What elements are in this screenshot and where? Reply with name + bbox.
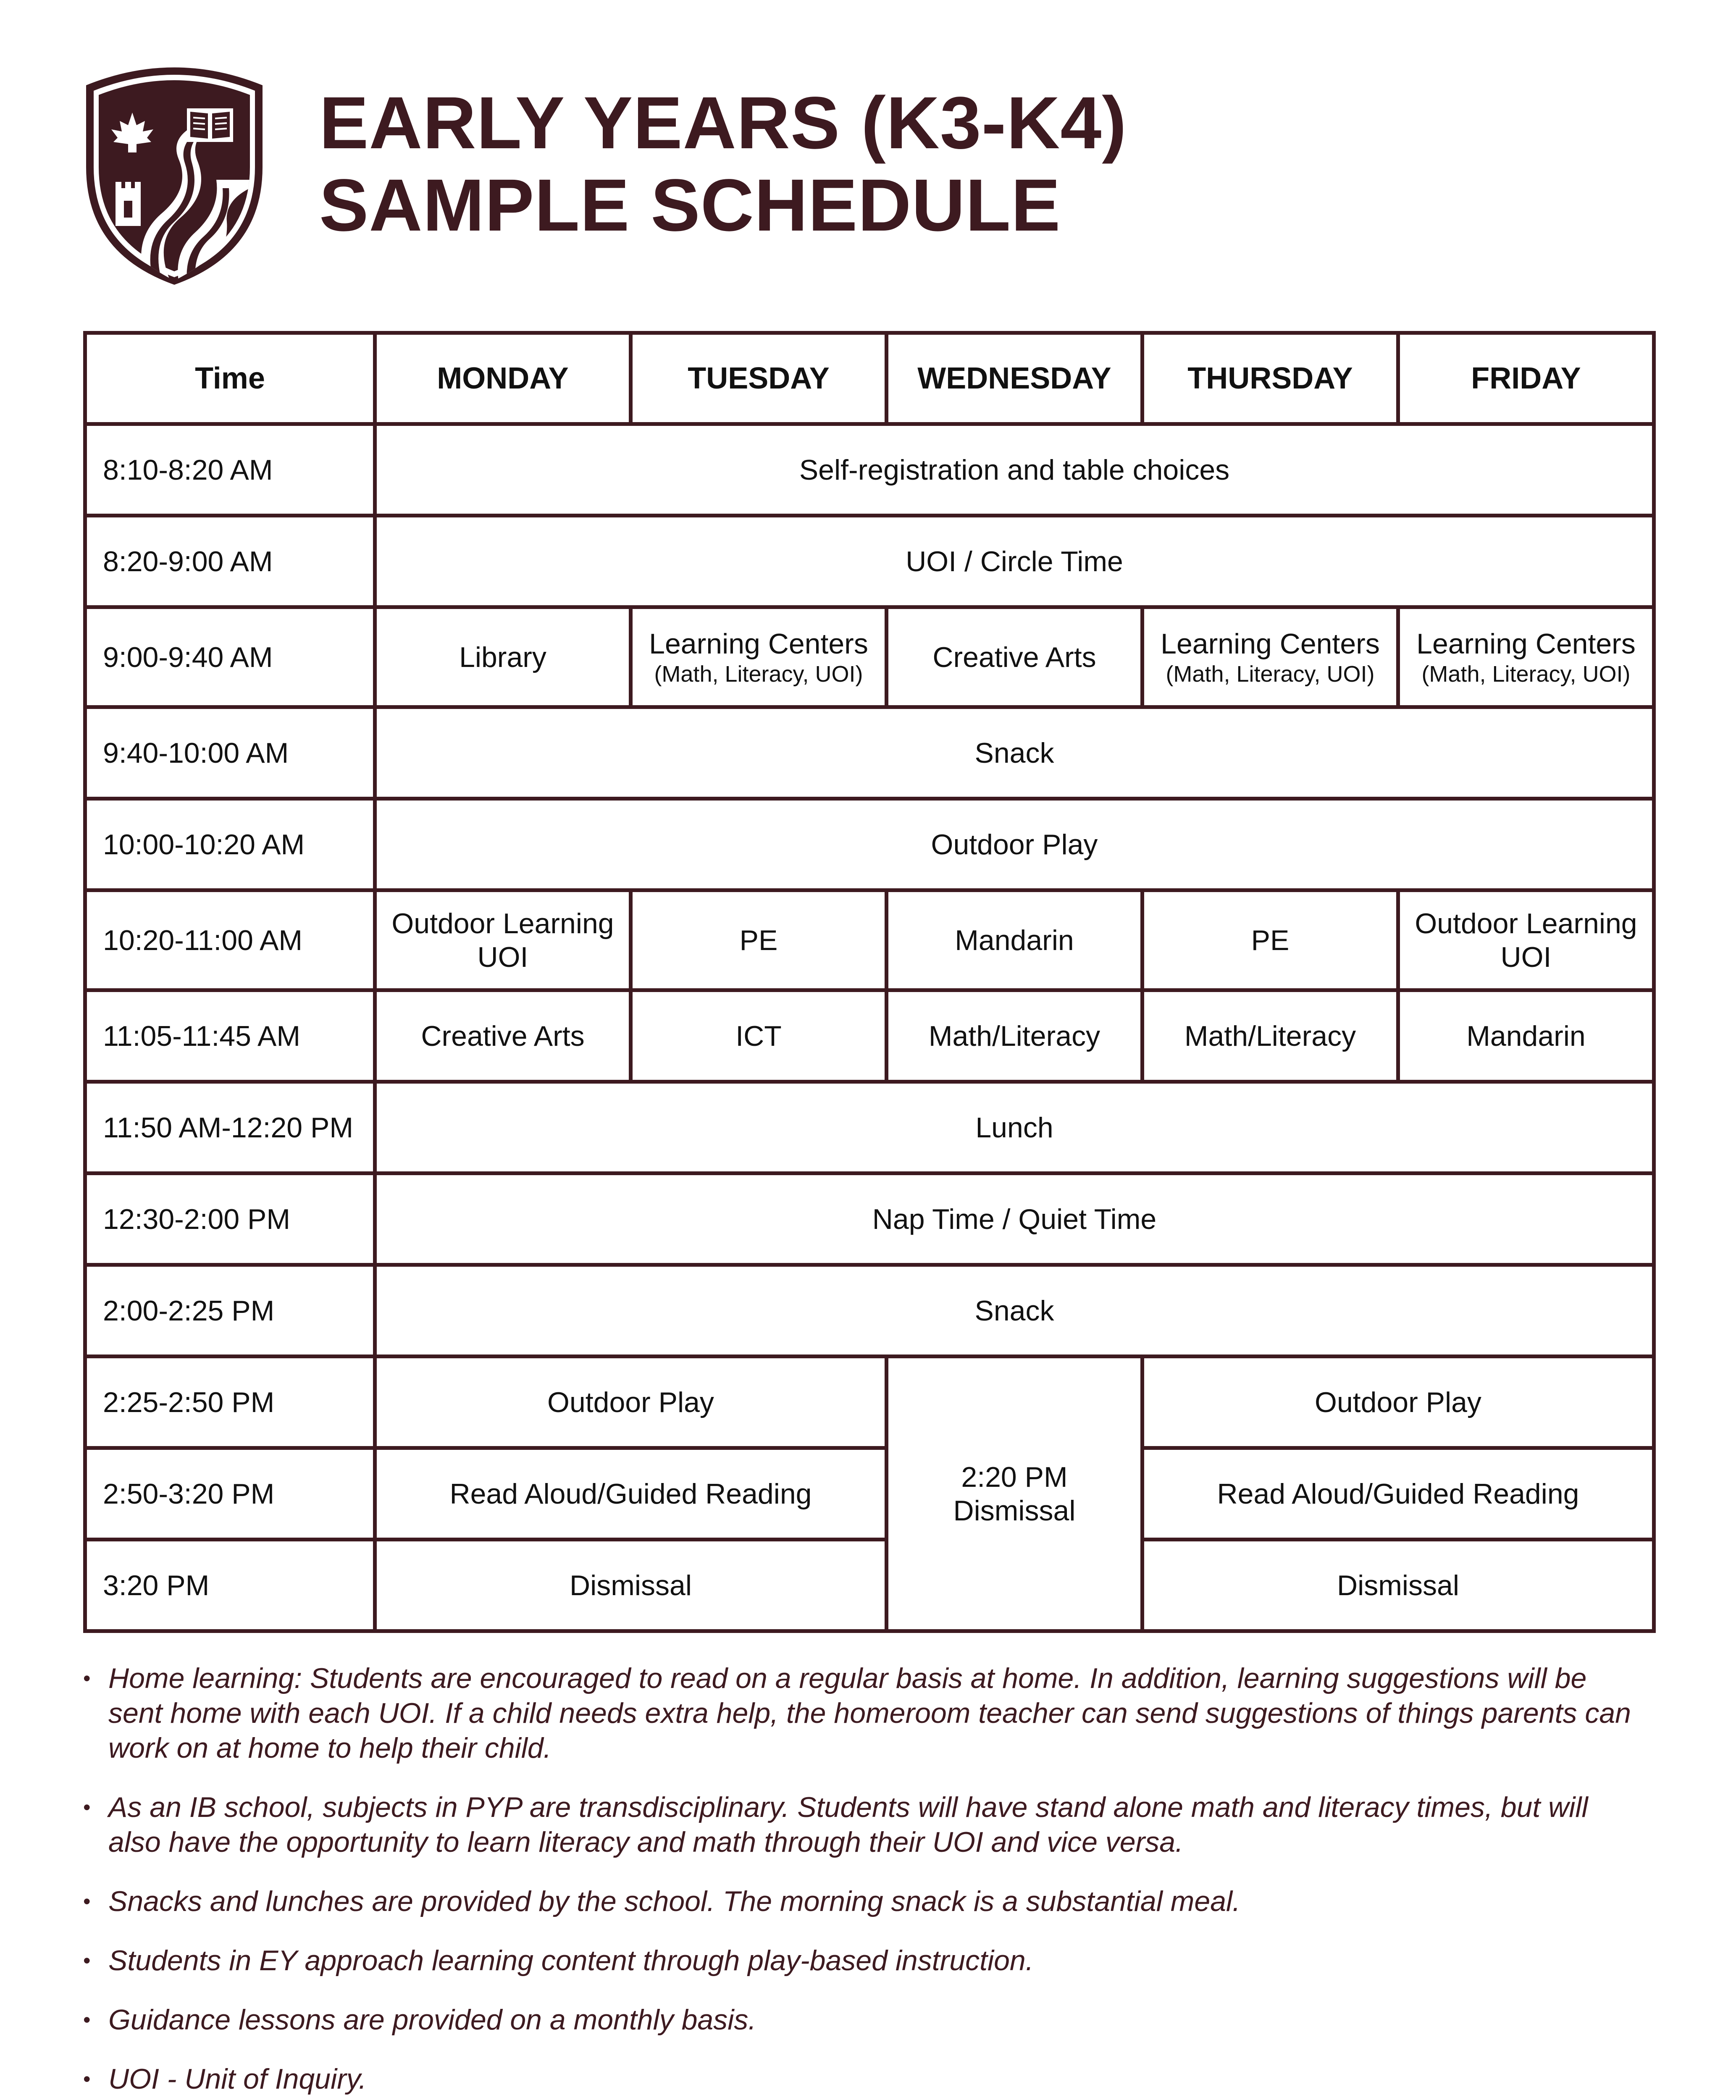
- bullet-icon: •: [83, 2008, 91, 2032]
- activity-cell-monday: Creative Arts: [375, 990, 631, 1082]
- page-title: [319, 82, 1127, 247]
- activity-cell-friday: [1398, 607, 1654, 707]
- activity-cell-wednesday: Mandarin: [887, 890, 1142, 990]
- table-row: [85, 607, 1654, 707]
- dismissal-label: Dismissal: [953, 1494, 1076, 1527]
- time-cell: 2:25-2:50 PM: [85, 1357, 375, 1448]
- table-row: [85, 1540, 1654, 1631]
- activity-cell-wednesday: Creative Arts: [887, 607, 1142, 707]
- table-row: [85, 1357, 1654, 1448]
- activity-line-1: Outdoor Learning: [391, 907, 614, 940]
- note-item: [83, 2003, 1637, 2037]
- note-text: Home learning: Students are encouraged to read on a regular basis at home. In addition, learning suggestions will be sent home with each UOI. If a child needs extra help, the homeroom teacher can send suggestions of things parents can work on at home to help their child.: [108, 1662, 1631, 1764]
- header-wednesday: WEDNESDAY: [887, 333, 1142, 424]
- activity-cell-friday: [1398, 890, 1654, 990]
- time-cell: 2:50-3:20 PM: [85, 1448, 375, 1540]
- activity-line-1: Outdoor Learning: [1415, 907, 1637, 940]
- header-friday: FRIDAY: [1398, 333, 1654, 424]
- note-text: As an IB school, subjects in PYP are transdisciplinary. Students will have stand alone math and literacy times, but will also have the opportunity to learn literacy and math through their UOI and vice versa.: [108, 1791, 1588, 1858]
- activity-cell-tuesday: PE: [631, 890, 887, 990]
- table-row: [85, 424, 1654, 516]
- note-item: [83, 1790, 1637, 1860]
- activity-subtitle: (Math, Literacy, UOI): [1166, 661, 1375, 687]
- activity-cell-thursday: Math/Literacy: [1142, 990, 1398, 1082]
- time-cell: 10:00-10:20 AM: [85, 799, 375, 890]
- table-row: [85, 1082, 1654, 1173]
- activity-title: Learning Centers: [1161, 627, 1380, 660]
- header-monday: MONDAY: [375, 333, 631, 424]
- bullet-icon: •: [83, 1796, 91, 1819]
- note-item: [83, 2062, 1637, 2097]
- note-text: Students in EY approach learning content through play-based instruction.: [108, 1945, 1034, 1977]
- activity-line-2: UOI: [1500, 941, 1552, 973]
- dismissal-time: 2:20 PM: [961, 1461, 1068, 1493]
- table-row: [85, 890, 1654, 990]
- activity-cell: Nap Time / Quiet Time: [375, 1173, 1654, 1265]
- activity-cell: Snack: [375, 1265, 1654, 1357]
- activity-title: Learning Centers: [1416, 627, 1636, 660]
- header-tuesday: TUESDAY: [631, 333, 887, 424]
- activity-subtitle: (Math, Literacy, UOI): [654, 661, 863, 687]
- activity-subtitle: (Math, Literacy, UOI): [1421, 661, 1631, 687]
- note-item: [83, 1661, 1637, 1766]
- title-line-1: EARLY YEARS (K3-K4): [319, 82, 1127, 164]
- activity-cell-thu-fri: Read Aloud/Guided Reading: [1142, 1448, 1654, 1540]
- activity-cell-mon-tue: Outdoor Play: [375, 1357, 887, 1448]
- time-cell: 10:20-11:00 AM: [85, 890, 375, 990]
- activity-cell: Lunch: [375, 1082, 1654, 1173]
- activity-cell-thu-fri: Dismissal: [1142, 1540, 1654, 1631]
- activity-line-2: UOI: [477, 941, 528, 973]
- table-row: [85, 990, 1654, 1082]
- table-row: [85, 707, 1654, 799]
- note-item: [83, 1884, 1637, 1919]
- bullet-icon: •: [83, 1667, 91, 1690]
- activity-cell: UOI / Circle Time: [375, 516, 1654, 607]
- note-text: UOI - Unit of Inquiry.: [108, 2063, 367, 2095]
- activity-cell-thursday: PE: [1142, 890, 1398, 990]
- time-cell: 11:50 AM-12:20 PM: [85, 1082, 375, 1173]
- time-cell: 8:20-9:00 AM: [85, 516, 375, 607]
- time-cell: 3:20 PM: [85, 1540, 375, 1631]
- activity-cell-wednesday: Math/Literacy: [887, 990, 1142, 1082]
- table-row: [85, 1173, 1654, 1265]
- notes-list: [83, 1661, 1637, 2100]
- table-row: [85, 1265, 1654, 1357]
- time-cell: 12:30-2:00 PM: [85, 1173, 375, 1265]
- activity-cell-mon-tue: Read Aloud/Guided Reading: [375, 1448, 887, 1540]
- title-line-2: SAMPLE SCHEDULE: [319, 164, 1061, 247]
- bullet-icon: •: [83, 1890, 91, 1913]
- time-cell: 11:05-11:45 AM: [85, 990, 375, 1082]
- school-crest-logo: [82, 62, 267, 285]
- table-row: [85, 516, 1654, 607]
- header-row: [85, 333, 1654, 424]
- time-cell: 2:00-2:25 PM: [85, 1265, 375, 1357]
- activity-cell: Snack: [375, 707, 1654, 799]
- activity-cell-friday: Mandarin: [1398, 990, 1654, 1082]
- wednesday-dismissal-cell: [887, 1357, 1142, 1631]
- table-row: [85, 1448, 1654, 1540]
- time-cell: 9:40-10:00 AM: [85, 707, 375, 799]
- note-text: Guidance lessons are provided on a monthly basis.: [108, 2004, 756, 2036]
- note-item: [83, 1943, 1637, 1978]
- header-thursday: THURSDAY: [1142, 333, 1398, 424]
- bullet-icon: •: [83, 2067, 91, 2091]
- activity-title: Learning Centers: [649, 627, 868, 660]
- activity-cell: Outdoor Play: [375, 799, 1654, 890]
- header-time: Time: [85, 333, 375, 424]
- activity-cell-tuesday: ICT: [631, 990, 887, 1082]
- activity-cell-monday: [375, 890, 631, 990]
- activity-cell-monday: Library: [375, 607, 631, 707]
- activity-cell-thursday: [1142, 607, 1398, 707]
- note-text: Snacks and lunches are provided by the school. The morning snack is a substantial meal.: [108, 1885, 1241, 1917]
- activity-cell-thu-fri: Outdoor Play: [1142, 1357, 1654, 1448]
- table-row: [85, 799, 1654, 890]
- activity-cell-tuesday: [631, 607, 887, 707]
- bullet-icon: •: [83, 1949, 91, 1972]
- time-cell: 8:10-8:20 AM: [85, 424, 375, 516]
- activity-cell: Self-registration and table choices: [375, 424, 1654, 516]
- schedule-table: [83, 331, 1656, 1633]
- activity-cell-mon-tue: Dismissal: [375, 1540, 887, 1631]
- time-cell: 9:00-9:40 AM: [85, 607, 375, 707]
